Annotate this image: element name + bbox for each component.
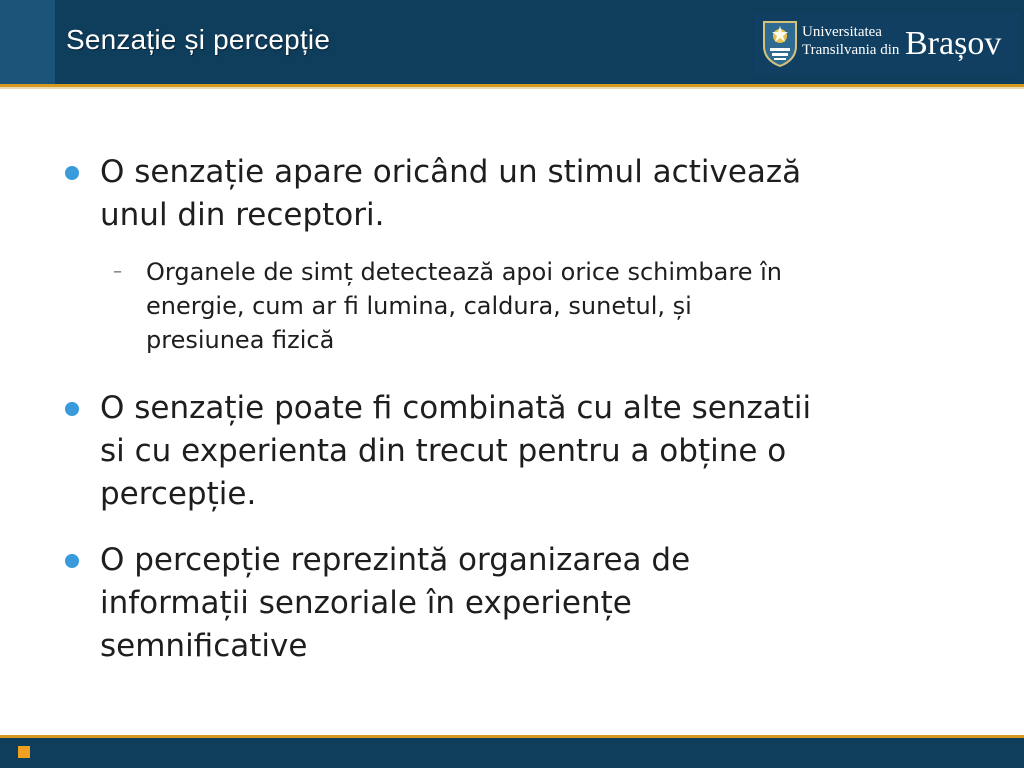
bullet-marker [65, 554, 79, 568]
bullet-line: O senzație poate fi combinată cu alte senzatii [100, 390, 812, 426]
bullet-line: si cu experienta din trecut pentru a obține o [100, 433, 787, 469]
bullet-line: semnificative [100, 628, 308, 664]
bullet-marker [65, 402, 79, 416]
logo-text-line1: Universitatea [802, 24, 882, 40]
slide-footer [0, 738, 1024, 768]
logo-text-line2: Transilvania din [802, 42, 900, 58]
bullet-item [100, 387, 980, 516]
header-light-rule [0, 87, 1024, 89]
bullet-item [100, 539, 980, 668]
logo-city-name: Brașov [905, 25, 1002, 62]
bullet-marker [65, 166, 79, 180]
bullet-line: unul din receptori. [100, 197, 385, 233]
university-crest-icon [760, 18, 800, 68]
university-logo [754, 12, 1020, 74]
footer-square-icon [18, 746, 30, 758]
header-side-tab [0, 0, 55, 84]
sub-bullet-line: presiunea fizică [146, 326, 335, 354]
sub-bullet-line: energie, cum ar fi lumina, caldura, sunetul, și [146, 292, 692, 320]
bullet-line: percepție. [100, 476, 257, 512]
sub-bullet-item [146, 255, 996, 357]
sub-bullet-line: Organele de simț detectează apoi orice schimbare în [146, 258, 782, 286]
sub-bullet-dash: – [113, 261, 122, 282]
bullet-line: informații senzoriale în experiențe [100, 585, 632, 621]
slide-title: Senzație și percepție [66, 24, 331, 55]
bullet-line: O percepție reprezintă organizarea de [100, 542, 691, 578]
bullet-item [100, 151, 980, 237]
bullet-line: O senzație apare oricând un stimul activează [100, 154, 802, 190]
